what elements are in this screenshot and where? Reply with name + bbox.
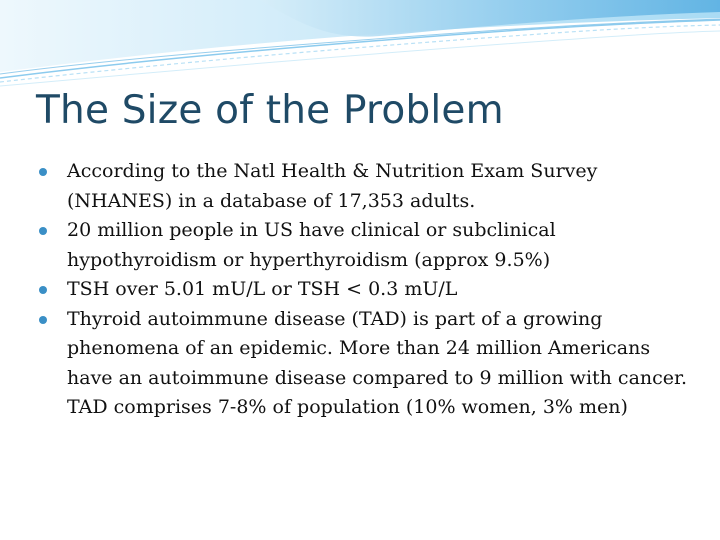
bullet-item: [38, 216, 688, 275]
bullet-dot-icon: [39, 286, 47, 294]
bullet-text: According to the Natl Health & Nutrition Exam Survey (NHANES) in a database of 17,353 adults.: [67, 160, 598, 212]
bullet-text: TSH over 5.01 mU/L or TSH < 0.3 mU/L: [67, 278, 458, 300]
bullet-list: [38, 157, 688, 423]
bullet-item: [38, 305, 688, 423]
bullet-dot-icon: [39, 168, 47, 176]
bullet-text: 20 million people in US have clinical or subclinical hypothyroidism or hyperthyroidism (approx 9.5%): [67, 219, 556, 271]
bullet-item: [38, 157, 688, 216]
slide-title: The Size of the Problem: [36, 88, 504, 133]
bullet-text: Thyroid autoimmune disease (TAD) is part of a growing phenomena of an epidemic. More than 24 million Americans have an autoimmune disease compared to 9 million with cancer. TAD comprises 7-8% of population (10% women, 3% men): [67, 307, 688, 418]
bullet-dot-icon: [39, 316, 47, 324]
bullet-item: [38, 275, 688, 305]
header-wave-decoration: [0, 0, 720, 90]
bullet-dot-icon: [39, 227, 47, 235]
